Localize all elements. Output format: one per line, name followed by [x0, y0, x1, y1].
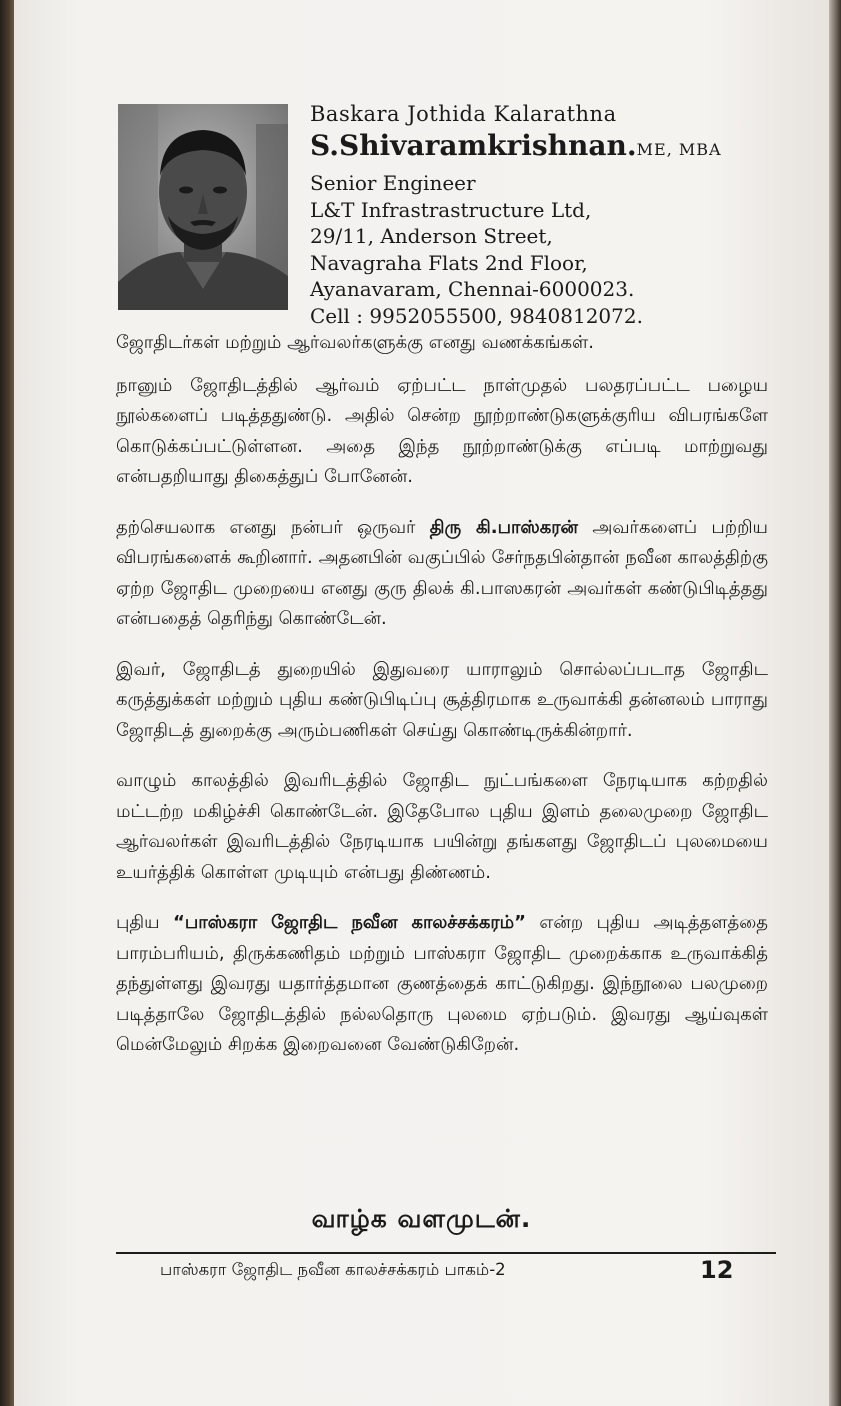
paragraph-2 [116, 513, 768, 635]
author-header [310, 100, 810, 329]
paragraph-5 [116, 908, 768, 1061]
teacher-name: திரு கி.பாஸ்கரன் [429, 516, 579, 538]
paragraph-1: நானும் ஜோதிடத்தில் ஆர்வம் ஏற்பட்ட நாள்முதல் பலதரப்பட்ட பழைய நூல்களைப் படித்ததுண்டு. அதில் சென்ற நூற்றாண்டுகளுக்குரிய விபரங்களே கொடுக்கப்பட்டுள்ளன. அதை இந்த நூற்றாண்டுக்கு எப்படி மாற்றுவது என்பதறியாது திகைத்துப் போனேன். [116, 374, 768, 487]
author-name-line [310, 128, 810, 164]
footer-divider [116, 1252, 776, 1254]
paragraph-4: வாழும் காலத்தில் இவரிடத்தில் ஜோதிட நுட்பங்களை நேரடியாக கற்றதில் மட்டற்ற மகிழ்ச்சி கொண்டேன். இதேபோல புதிய இளம் தலைமுறை ஜோதிட ஆர்வலர்கள் இவரிடத்தில் நேரடியாக பயின்று தங்களது ஜோதிடப் புலமையை உயர்த்திக் கொள்ள முடியும் என்பது திண்ணம். [116, 770, 768, 883]
book-title-quote: “பாஸ்கரா ஜோதிட நவீன காலச்சக்கரம்” [172, 912, 526, 933]
page-number: 12 [700, 1256, 734, 1284]
page-edge-left [0, 0, 14, 1406]
address-line: Senior Engineer [310, 171, 476, 195]
paragraph-2-text-a: தற்செயலாக எனது நன்பர் ஒருவர் [116, 516, 430, 538]
author-address [310, 170, 810, 329]
address-line: Navagraha Flats 2nd Floor, [310, 250, 588, 275]
paragraph-5-text-b: என்ற புதிய அடித்தளத்தை பாரம்பரியம், திருக்கணிதம் மற்றும் பாஸ்கரா ஜோதிட முறைக்காக உருவாக்கித் தந்துள்ளது இவரது யதார்த்தமான குணத்தைக் காட்டுகிறது. இந்நூலை பலமுறை படித்தாலே ஜோதிடத்தில் நல்லதொரு புலமை ஏற்படும். இவரது ஆய்வுகள் மென்மேலும் சிறக்க இறைவனை வேண்டுகிறேன். [116, 912, 768, 1055]
footer-book-title: பாஸ்கரா ஜோதிட நவீன காலச்சக்கரம் பாகம்-2 [160, 1260, 506, 1279]
greeting: ஜோதிடர்கள் மற்றும் ஆர்வலர்களுக்கு எனது வணக்கங்கள். [116, 332, 594, 353]
author-degrees: ME, MBA [636, 140, 722, 159]
address-line: Cell : 9952055500, 9840812072. [310, 303, 643, 328]
closing-blessing: வாழ்க வளமுடன். [311, 1204, 532, 1233]
author-photo [118, 104, 288, 310]
paragraph-3: இவர், ஜோதிடத் துறையில் இதுவரை யாராலும் சொல்லப்படாத ஜோதிட கருத்துக்கள் மற்றும் புதிய கண்டுபிடிப்பு சூத்திரமாக உருவாக்கி தன்னலம் பாராது ஜோதிடத் துறைக்கு அரும்பணிகள் செய்து கொண்டிருக்கின்றார். [116, 658, 768, 741]
address-line: Ayanavaram, Chennai-6000023. [310, 277, 635, 301]
page-edge-right [829, 0, 841, 1406]
author-name: S.Shivaramkrishnan. [310, 129, 637, 162]
book-page [14, 0, 829, 1406]
author-title: Baskara Jothida Kalarathna [310, 102, 617, 126]
address-line: 29/11, Anderson Street, [310, 224, 553, 248]
paragraph-5-text-a: புதிய [116, 912, 173, 933]
author-portrait-image [118, 104, 288, 310]
paragraph-2-text-b: அவர்களைப் பற்றிய விபரங்களைக் கூறினார். அதனபின் வகுப்பில் சேர்நதபின்தான் நவீன காலத்திற்கு ஏற்ற ஜோதிட முறையை எனது குரு திலக் கி.பாஸகரன் அவர்கள் கண்டுபிடித்தது என்பதைத் தெரிந்து கொண்டேன். [116, 516, 768, 629]
body-text [116, 328, 768, 1081]
address-line: L&T Infrastrastructure Ltd, [310, 197, 592, 222]
